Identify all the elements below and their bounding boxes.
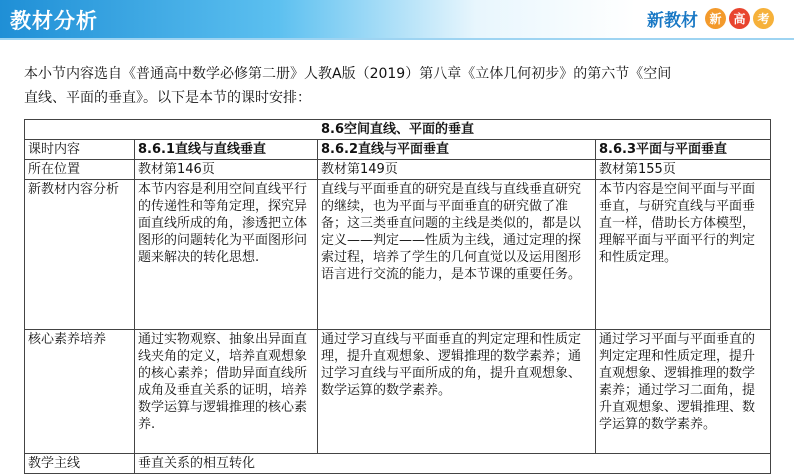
intro-line-1: 本小节内容选自《普通高中数学必修第二册》人教A版（2019）第八章《立体几何初步》的第六节《空间	[24, 66, 672, 82]
row-label: 所在位置	[25, 160, 135, 180]
table-cell: 教材第146页	[135, 160, 318, 180]
table-cell: 本节内容是空间平面与平面垂直，与研究直线与平面垂直一样，借助长方体模型，理解平面与平面平行的判定和性质定理。	[596, 180, 771, 330]
table-cell: 教材第149页	[318, 160, 596, 180]
table-title-row	[25, 120, 771, 140]
table-row	[25, 180, 771, 330]
brand-badge-kao: 考	[753, 8, 774, 29]
row-label: 新教材内容分析	[25, 180, 135, 330]
table-cell: 直线与平面垂直的研究是直线与直线垂直研究的继续，也为平面与平面垂直的研究做了准备；这三类垂直问题的主线是类似的，都是以定义——判定——性质为主线，通过定理的探索过程，培养了学生的几何直觉以及运用图形语言进行交流的能力，是本节课的重要任务。	[318, 180, 596, 330]
intro-line-2: 直线、平面的垂直》。以下是本节的课时安排：	[24, 90, 311, 106]
intro-paragraph	[24, 62, 774, 110]
table-cell: 8.6.2直线与平面垂直	[318, 140, 596, 160]
table-title: 8.6空间直线、平面的垂直	[25, 120, 771, 140]
row-label: 课时内容	[25, 140, 135, 160]
table-row	[25, 330, 771, 454]
table-cell: 8.6.3平面与平面垂直	[596, 140, 771, 160]
table-cell: 8.6.1直线与直线垂直	[135, 140, 318, 160]
page-title: 教材分析	[10, 9, 98, 33]
brand-logo	[647, 6, 774, 31]
lesson-schedule-table	[24, 119, 771, 474]
table-cell: 通过学习直线与平面垂直的判定定理和性质定理，提升直观想象、逻辑推理的数学素养；通过学习直线与平面所成的角，提升直观想象、数学运算的数学素养。	[318, 330, 596, 454]
row-label: 核心素养培养	[25, 330, 135, 454]
header-divider	[0, 38, 794, 40]
table-cell: 通过学习平面与平面垂直的判定定理和性质定理，提升直观想象、逻辑推理的数学素养；通过学习二面角，提升直观想象、逻辑推理、数学运算的数学素养。	[596, 330, 771, 454]
table-cell: 垂直关系的相互转化	[135, 454, 771, 474]
brand-badge-xin: 新	[705, 8, 726, 29]
table-cell: 本节内容是利用空间直线平行的传递性和等角定理，探究异面直线所成的角，渗透把立体图形的问题转化为平面图形问题来解决的转化思想.	[135, 180, 318, 330]
table-cell: 教材第155页	[596, 160, 771, 180]
brand-text: 新教材	[647, 11, 698, 31]
table-row	[25, 140, 771, 160]
table-row	[25, 454, 771, 474]
table-cell: 通过实物观察、抽象出异面直线夹角的定义，培养直观想象的核心素养；借助异面直线所成角及垂直关系的证明，培养数学运算与逻辑推理的核心素养.	[135, 330, 318, 454]
brand-badge-gao: 高	[729, 8, 750, 29]
row-label: 教学主线	[25, 454, 135, 474]
table-row	[25, 160, 771, 180]
header-bar	[0, 0, 794, 38]
